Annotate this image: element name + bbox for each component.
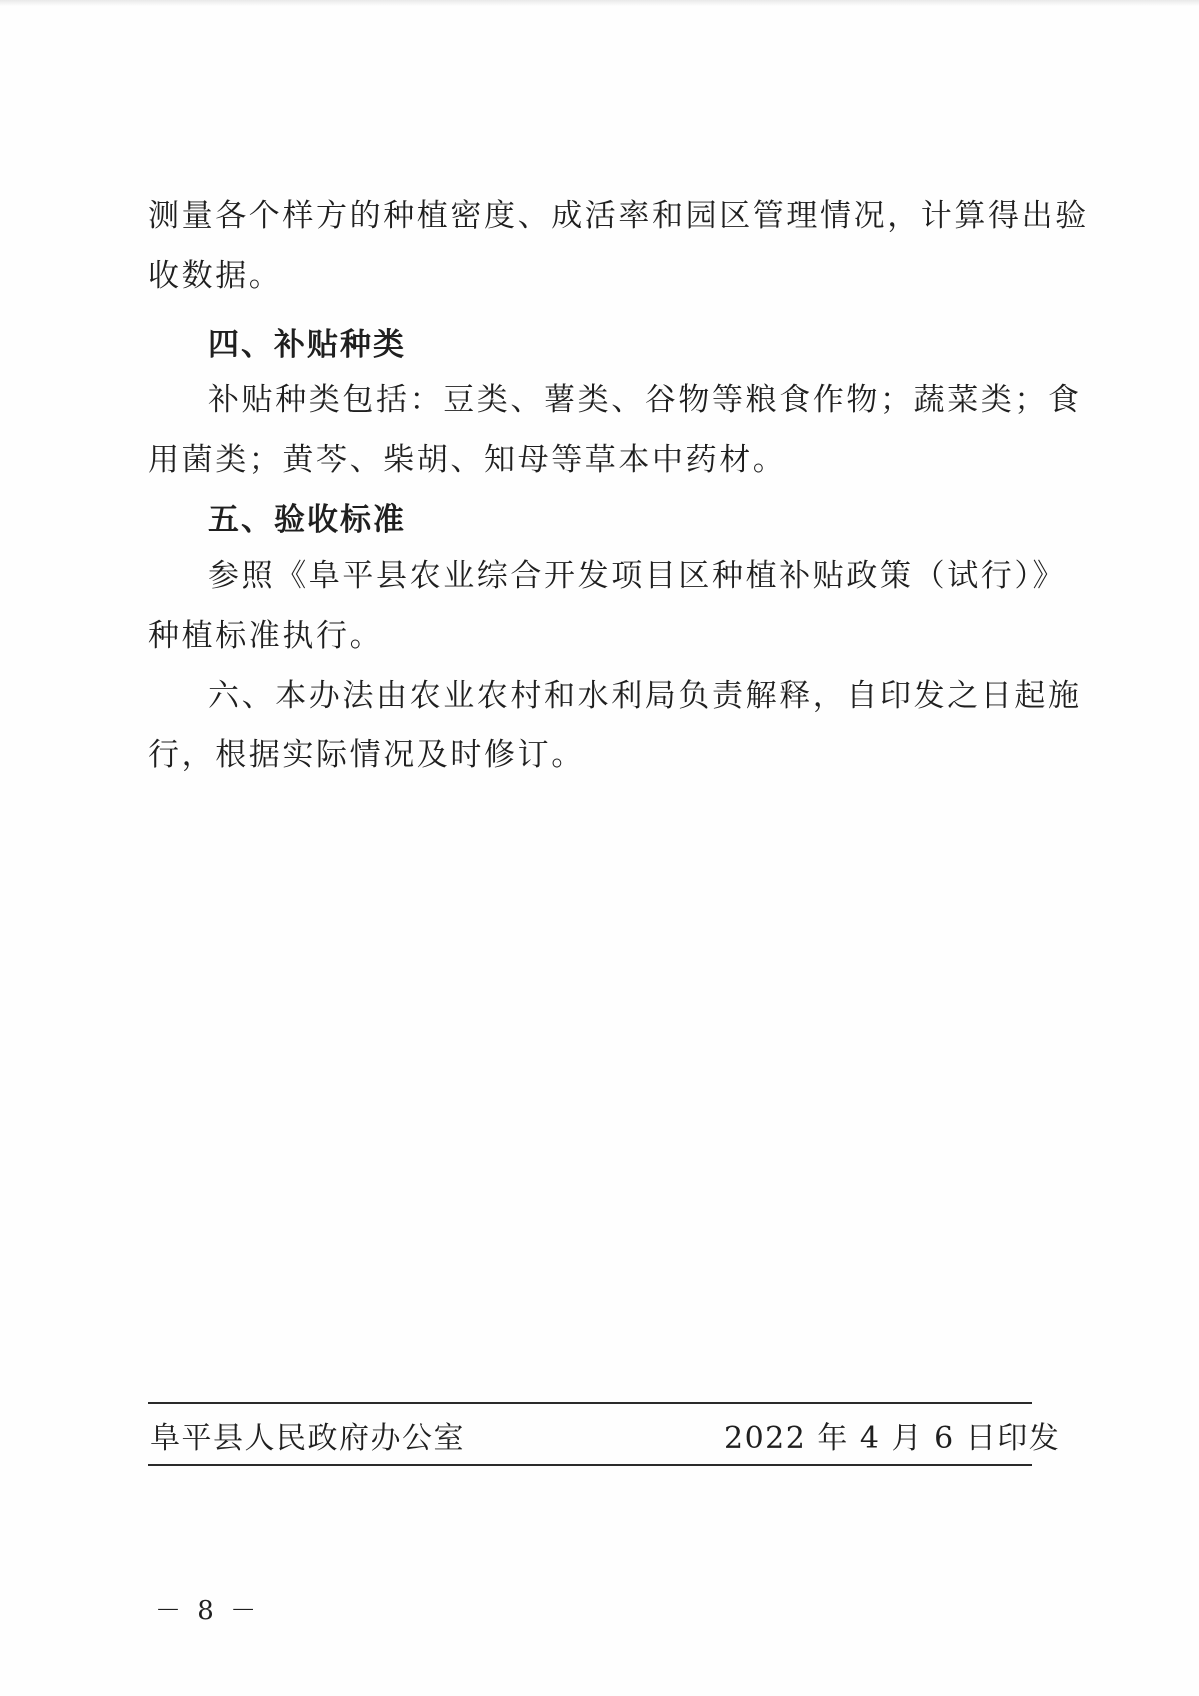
footer-bottom-rule bbox=[148, 1464, 1032, 1466]
section-heading-4: 四、补贴种类 bbox=[208, 327, 406, 363]
page-number: － 8 － bbox=[155, 1596, 261, 1626]
footer-issuer: 阜平县人民政府办公室 bbox=[150, 1421, 465, 1456]
footer-date: 2022 年 4 月 6 日印发 bbox=[724, 1421, 1061, 1456]
section-heading-5: 五、验收标准 bbox=[208, 502, 406, 538]
body-line-5: 参照《阜平县农业综合开发项目区种植补贴政策（试行）》 bbox=[208, 558, 1067, 594]
body-line-3: 补贴种类包括：豆类、薯类、谷物等粮食作物；蔬菜类；食 bbox=[208, 382, 1082, 418]
scan-edge bbox=[0, 0, 1199, 6]
body-line-1: 测量各个样方的种植密度、成活率和园区管理情况，计算得出验 bbox=[148, 198, 1089, 234]
footer-top-rule bbox=[148, 1402, 1032, 1404]
body-line-6: 种植标准执行。 bbox=[148, 618, 384, 654]
body-line-4: 用菌类；黄芩、柴胡、知母等草本中药材。 bbox=[148, 442, 787, 478]
body-line-2: 收数据。 bbox=[148, 258, 283, 294]
body-line-8: 行，根据实际情况及时修订。 bbox=[148, 737, 585, 773]
body-line-7: 六、本办法由农业农村和水利局负责解释，自印发之日起施 bbox=[208, 678, 1082, 714]
